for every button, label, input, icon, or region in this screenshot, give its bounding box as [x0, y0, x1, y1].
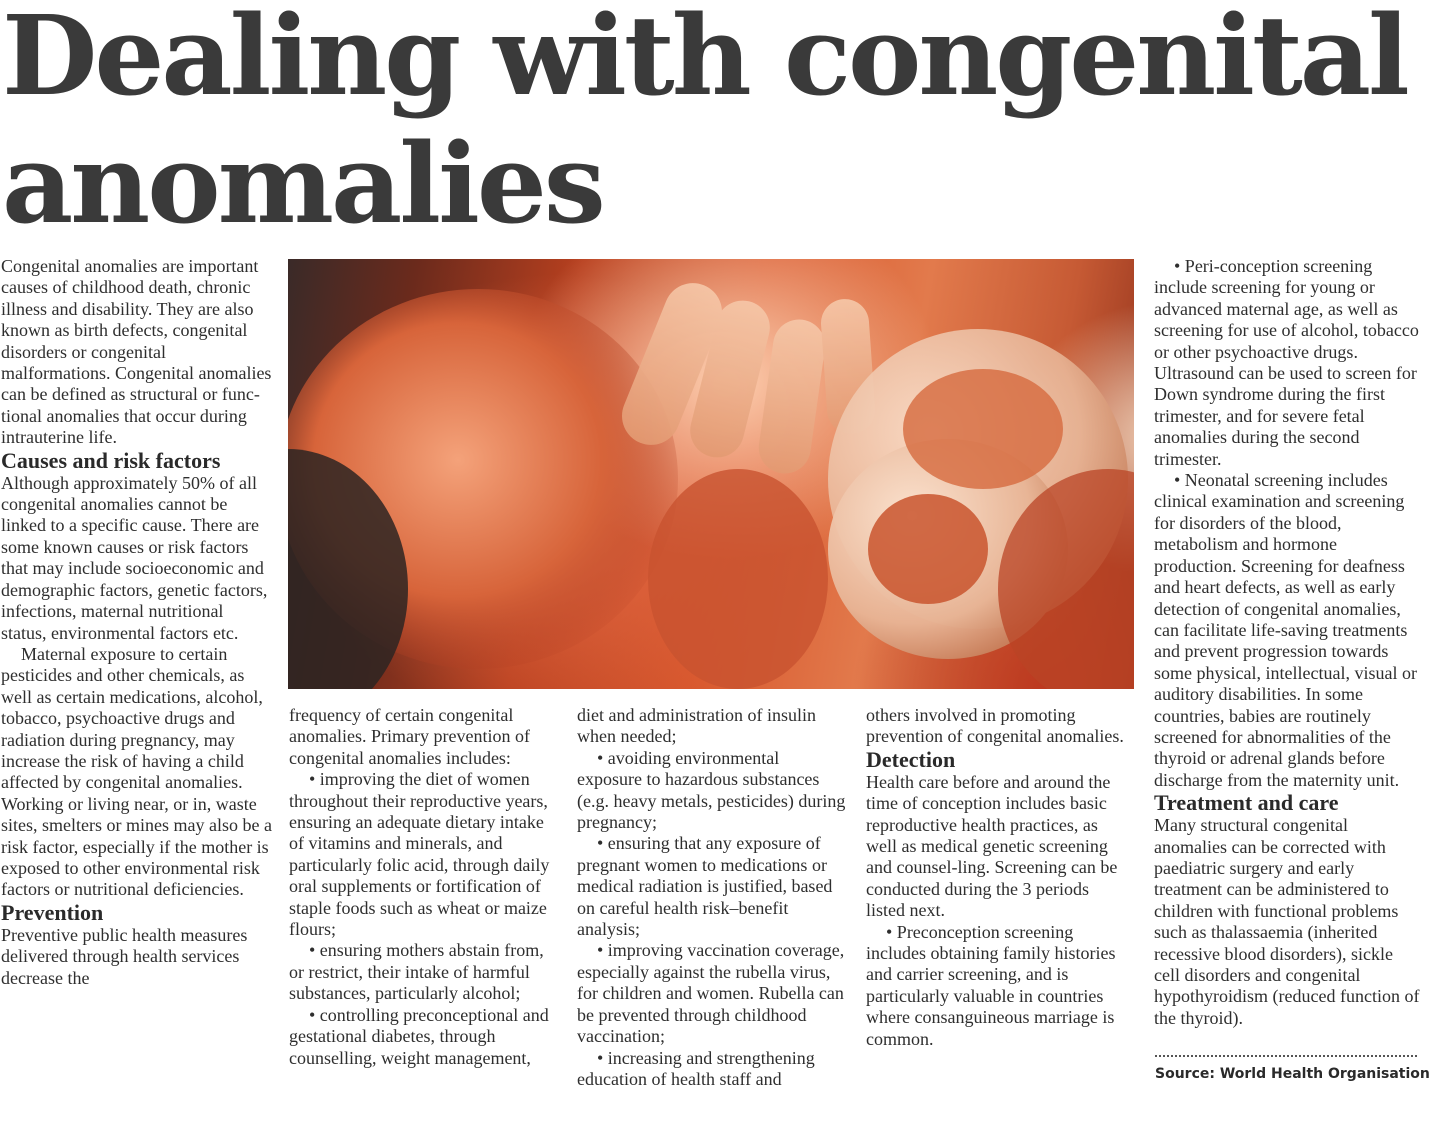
source-credit: Source: World Health Organisation — [1155, 1066, 1430, 1082]
causes-paragraph-2: Maternal exposure to certain pesticides and other chemicals, as well as certain medications, alcohol, tobacco, psychoactive drugs and radiation during pregnancy, may increase the risk of having a child affected by congenital anomalies. Working or living near, or in, waste sites, smelters or mines may also be a risk factor, especially if the mother is exposed to other environmental risk factors or nutritional deficiencies. — [1, 643, 272, 900]
causes-heading: Causes and risk factors — [1, 447, 221, 473]
column-1 — [1, 256, 273, 989]
prevention-bullet-education: • increasing and strengthening education of health staff and — [577, 1047, 815, 1089]
prevention-continued-paragraph: frequency of certain congenital anomalies. Primary prevention of congenital anomalies includes: — [289, 705, 530, 768]
headline-line-2: anomalies — [2, 119, 603, 248]
detection-paragraph: Health care before and around the time of conception includes basic reproductive health practices, as well as medical genetic screening and counsel-ling. Screening can be conducted during the 3 periods listed next. — [866, 771, 1118, 921]
column-4 — [866, 705, 1128, 1050]
detection-heading: Detection — [866, 746, 956, 772]
detection-bullet-periconception: • Peri-conception screening include screening for young or advanced maternal age, as well as screening for use of alcohol, tobacco or other psychoactive drugs. Ultrasound can be used to screen for Down syndrome during the first trimester, and for severe fetal anomalies during the second trimester. — [1154, 256, 1419, 469]
column-3 — [577, 705, 847, 1090]
diabetes-continued-paragraph: diet and administration of insulin when needed; — [577, 705, 816, 747]
prevention-paragraph: Preventive public health measures delivered through health services decrease the — [1, 924, 248, 988]
detection-bullet-neonatal: • Neonatal screening includes clinical examination and screening for disorders of the blood, metabolism and hormone production. Screening for deafness and heart defects, as well as early detection of congenital anomalies, can facilitate life-saving treatments and prevent progression towards some physical, intellectual, visual or auditory disabilities. In some countries, babies are routinely screened for abnormalities of the thyroid or adrenal glands before discharge from the maternity unit. — [1154, 470, 1417, 790]
treatment-paragraph: Many structural congenital anomalies can be corrected with paediatric surgery and early treatment can be administered to children with functional problems such as thalassaemia (inherited recessive blood disorders), sickle cell disorders and congenital hypothyroidism (reduced function of the thyroid). — [1154, 815, 1420, 1028]
fetus-illustration — [288, 259, 1134, 689]
detection-bullet-preconception: • Preconception screening includes obtaining family histories and carrier screening, and is particularly valuable in countries where consanguineous marriage is common. — [866, 921, 1116, 1049]
prevention-bullet-diabetes: • controlling preconceptional and gestational diabetes, through counselling, weight management, — [289, 1004, 549, 1068]
prevention-bullet-diet: • improving the diet of women throughout their reproductive years, ensuring an adequate dietary intake of vitamins and minerals, and particularly folic acid, through daily oral supplements or fortification of staple foods such as wheat or maize flours; — [289, 769, 550, 940]
column-2 — [289, 705, 557, 1069]
education-continued-paragraph: others involved in promoting prevention of congenital anomalies. — [866, 705, 1124, 747]
headline — [2, 0, 1422, 248]
source-divider — [1155, 1055, 1417, 1057]
lower-hand — [648, 469, 828, 689]
causes-paragraph-1: Although approximately 50% of all congenital anomalies cannot be linked to a specific cause. There are some known causes or risk factors that may include socioeconomic and demographic factors, genetic factors, infections, maternal nutritional status, environmental factors etc. — [1, 472, 268, 643]
intro-paragraph: Congenital anomalies are important causes of childhood death, chronic illness and disability. They are also known as birth defects, congenital disorders or congenital malformations. Congenital anomalies can be defined as structural or func-tional anomalies that occur during intrauterine life. — [1, 256, 272, 448]
column-5 — [1154, 256, 1422, 1029]
prevention-bullet-radiation: • ensuring that any exposure of pregnant women to medications or medical radiation is justified, based on careful health risk–benefit analysis; — [577, 833, 833, 940]
prevention-bullet-vaccination: • improving vaccination coverage, especially against the rubella virus, for children and women. Rubella can be prevented through childhood vaccination; — [577, 940, 845, 1047]
prevention-bullet-abstain: • ensuring mothers abstain from, or restrict, their intake of harmful substances, particularly alcohol; — [289, 940, 544, 1004]
headline-line-1: Dealing with congenital — [2, 0, 1407, 120]
prevention-heading: Prevention — [1, 899, 104, 925]
prevention-bullet-environment: • avoiding environmental exposure to hazardous substances (e.g. heavy metals, pesticides) during pregnancy; — [577, 747, 846, 833]
fetus-photo — [288, 259, 1134, 689]
treatment-heading: Treatment and care — [1154, 790, 1339, 816]
